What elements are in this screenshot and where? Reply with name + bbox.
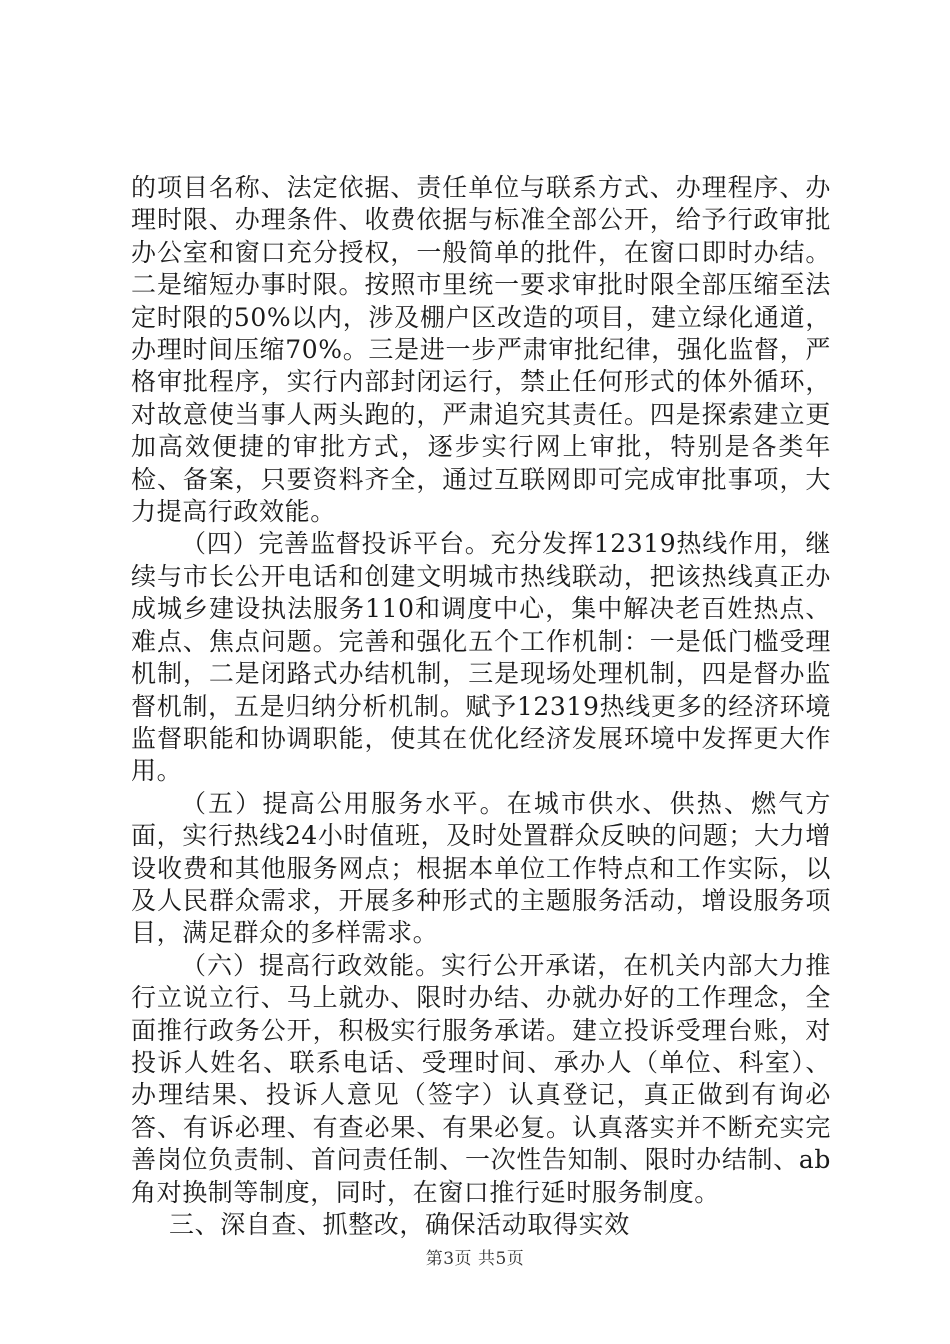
paragraph-continuation: 的项目名称、法定依据、责任单位与联系方式、办理程序、办理时限、办理条件、收费依据与标准全部公开，给予行政审批办公室和窗口充分授权，一般简单的批件，在窗口即时办结。二是缩短办事时限。按照市里统一要求审批时限全部压缩至法定时限的50%以内，涉及棚户区改造的项目，建立绿化通道，办理时间压缩70%。三是进一步严肃审批纪律，强化监督，严格审批程序，实行内部封闭运行，禁止任何形式的体外循环，对故意使当事人两头跑的，严肃追究其责任。四是探索建立更加高效便捷的审批方式，逐步实行网上审批，特别是各类年检、备案，只要资料齐全，通过互联网即可完成审批事项，大力提高行政效能。 (131, 173, 831, 527)
paragraph-public-service: （五）提高公用服务水平。在城市供水、供热、燃气方面，实行热线24小时值班，及时处置群众反映的问题；大力增设收费和其他服务网点；根据本单位工作特点和工作实际，以及人民群众需求，开展多种形式的主题服务活动，增设服务项目，满足群众的多样需求。 (131, 788, 831, 948)
page-footer: 第3页 共5页 (425, 1249, 525, 1269)
section-heading: 三、深自查、抓整改，确保活动取得实效 (169, 1210, 630, 1239)
paragraph-administrative-efficiency: （六）提高行政效能。实行公开承诺，在机关内部大力推行立说立行、马上就办、限时办结、办就办好的工作理念，全面推行政务公开，积极实行服务承诺。建立投诉受理台账，对投诉人姓名、联系电话、受理时间、承办人（单位、科室）、办理结果、投诉人意见（签字）认真登记，真正做到有询必答、有诉必理、有查必果、有果必复。认真落实并不断充实完善岗位负责制、首问责任制、一次性告知制、限时办结制、ab角对换制等制度，同时，在窗口推行延时服务制度。 (131, 950, 831, 1207)
document-body (131, 172, 831, 1241)
paragraph-supervision-platform: （四）完善监督投诉平台。充分发挥12319热线作用，继续与市长公开电话和创建文明城市热线联动，把该热线真正办成城乡建设执法服务110和调度中心，集中解决老百姓热点、难点、焦点问题。完善和强化五个工作机制：一是低门槛受理机制，二是闭路式办结机制，三是现场处理机制，四是督办监督机制，五是归纳分析机制。赋予12319热线更多的经济环境监督职能和协调职能，使其在优化经济发展环境中发挥更大作用。 (131, 529, 831, 786)
